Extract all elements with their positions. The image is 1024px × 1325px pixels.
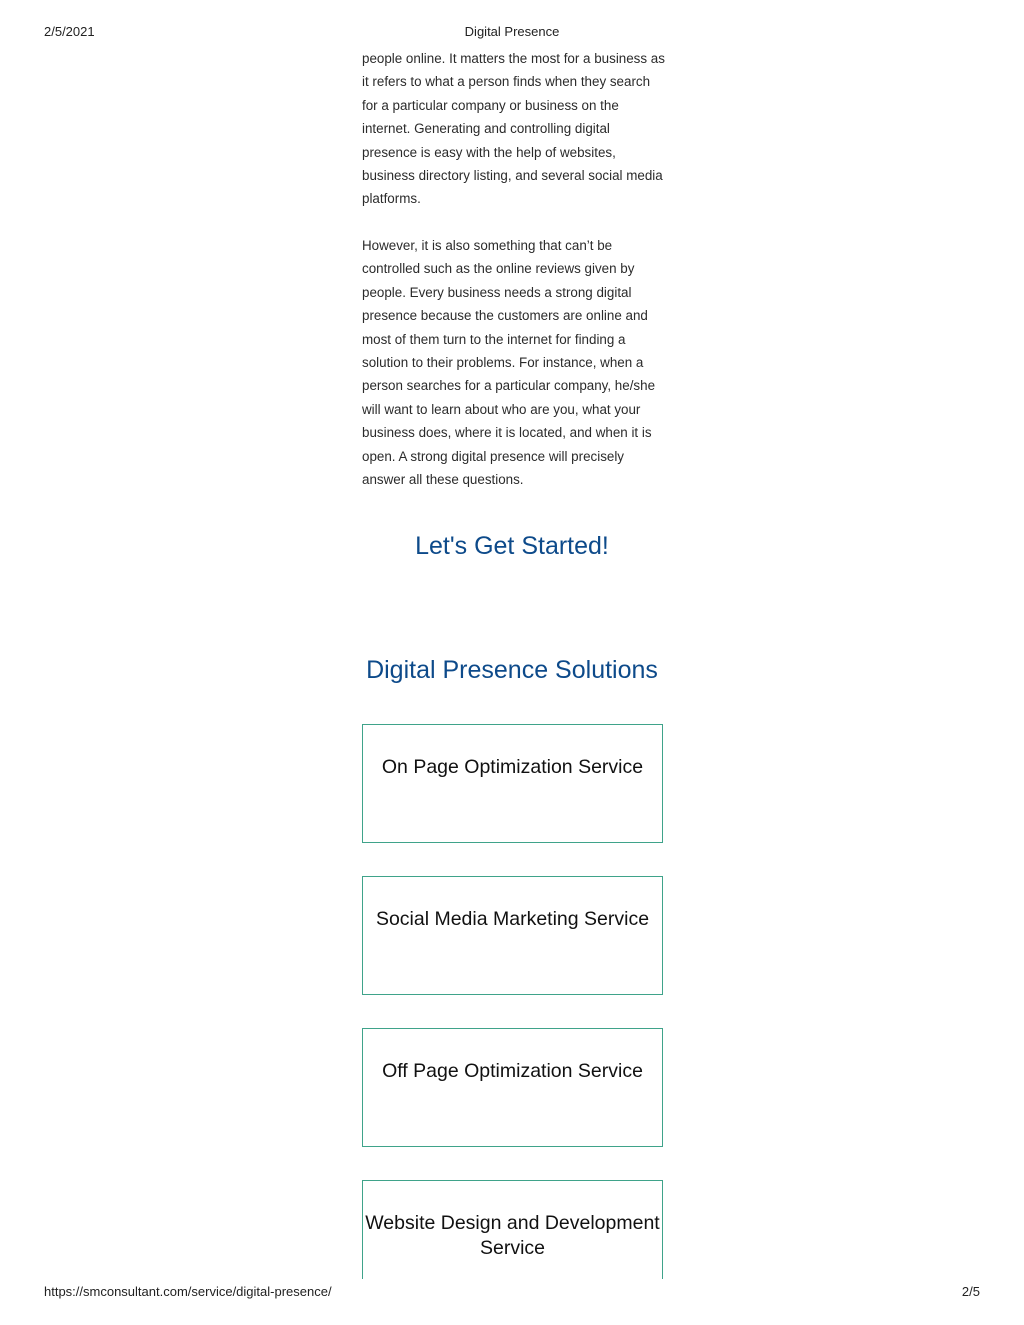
service-card-off-page-optimization[interactable] [362,1028,663,1147]
service-card-social-media-marketing[interactable] [362,876,663,995]
service-card-website-design-development[interactable] [362,1180,663,1279]
print-page-title: Digital Presence [464,24,560,39]
solutions-heading: Digital Presence Solutions [366,656,658,684]
service-card-label: Off Page Optimization Service [382,1060,643,1082]
page-content [0,45,1024,1279]
service-card-label: On Page Optimization Service [381,756,644,778]
article-paragraph-2: However, it is also something that can’t be controlled such as the online reviews given by people. Every business needs a strong digital presence because the customers are online and most of them turn to the internet for finding a solution to their problems. For instance, when a person searches for a particular company, he/she will want to learn about who are you, what your business does, where it is located, and when it is open. A strong digital presence will precisely answer all these questions. [362,238,656,488]
service-card-on-page-optimization[interactable] [362,724,663,843]
lets-get-started-heading[interactable]: Let's Get Started! [415,532,609,560]
print-page-number: 2/5 [961,1284,980,1299]
print-date: 2/5/2021 [44,24,95,39]
service-card-label: Social Media Marketing Service [375,908,650,930]
print-url: https://smconsultant.com/service/digital-presence/ [44,1284,332,1299]
article-paragraph-1: people online. It matters the most for a business as it refers to what a person finds when they search for a particular company or business on the internet. Generating and controlling digital presence is easy with the help of websites, business directory listing, and several social media platforms. [362,51,665,207]
service-card-label: Website Design and Development Service [365,1212,660,1259]
